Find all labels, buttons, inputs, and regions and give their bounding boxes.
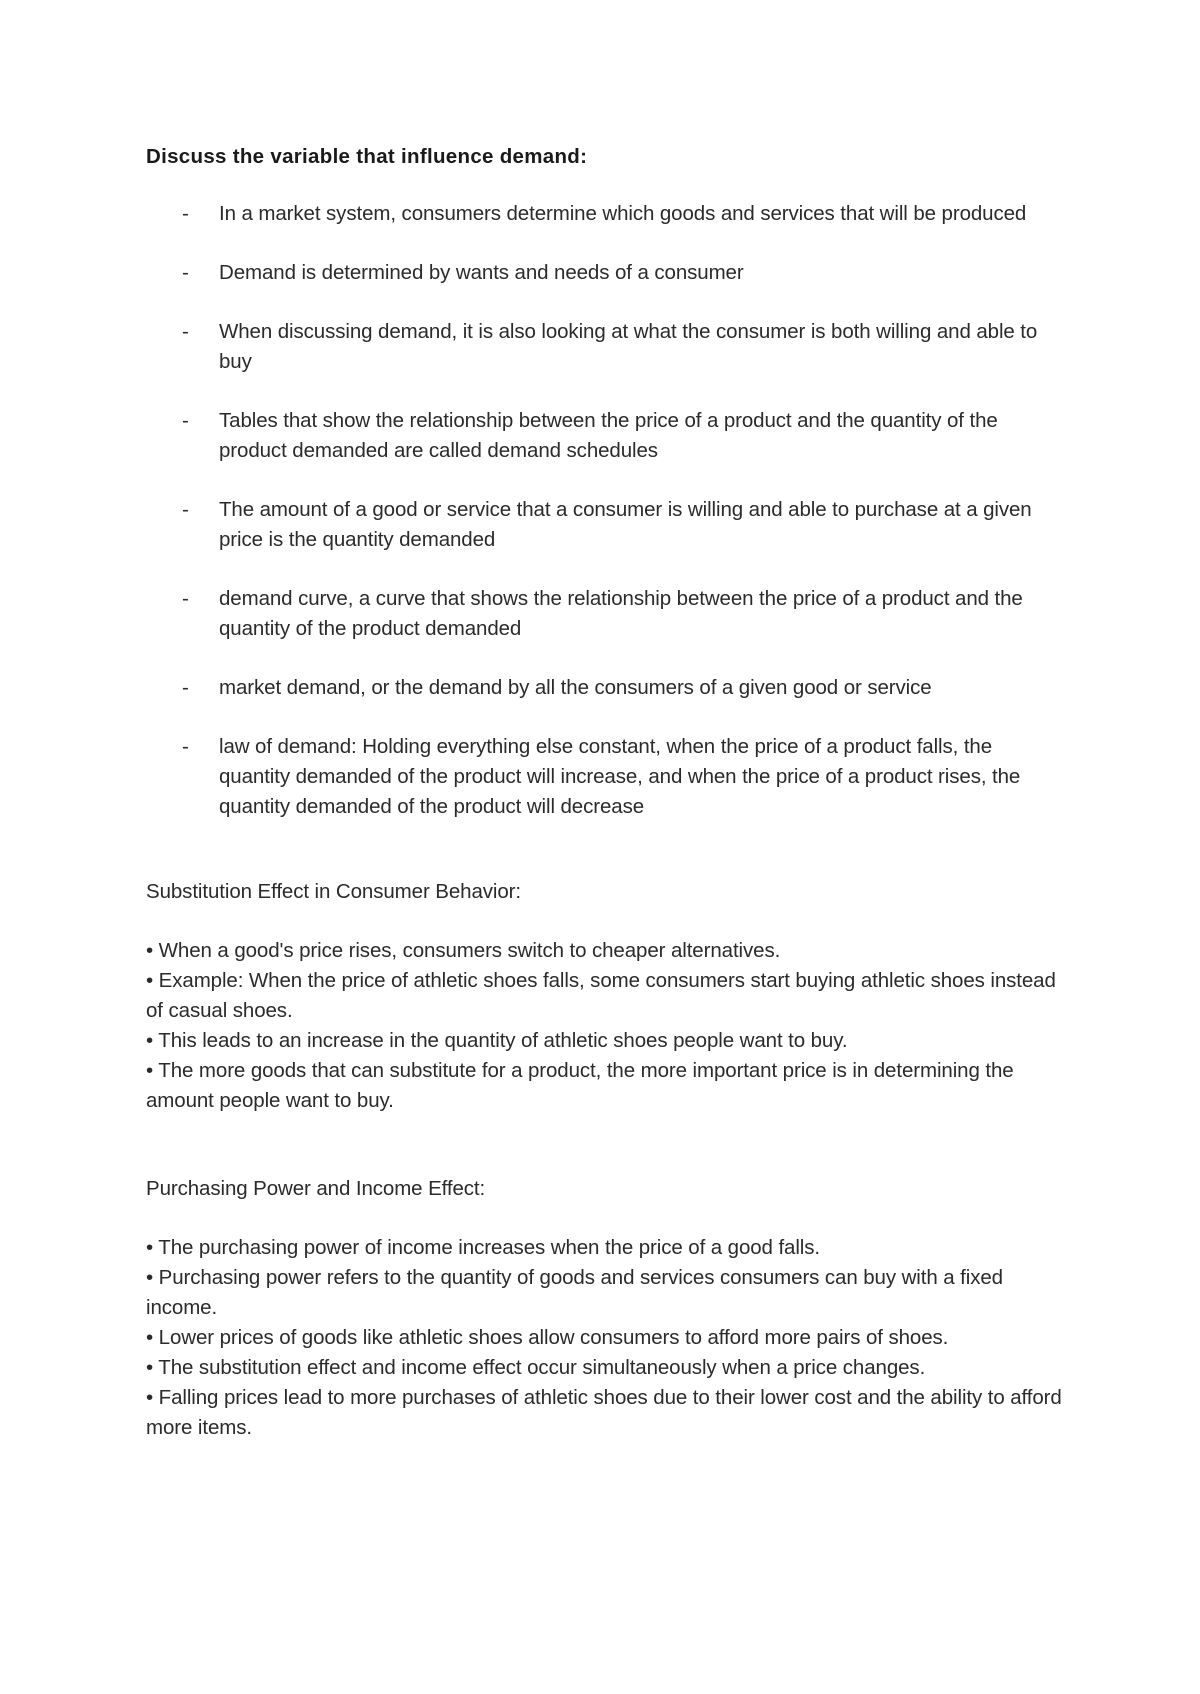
list-item [146, 406, 1064, 466]
list-item [146, 732, 1064, 822]
dash-marker: - [182, 498, 189, 521]
dash-marker: - [182, 202, 189, 225]
list-item-text: Tables that show the relationship between the price of a product and the quantity of the product demanded are called demand schedules [219, 409, 998, 462]
section-spacer [146, 851, 1076, 877]
list-item [146, 495, 1064, 555]
dash-marker: - [182, 409, 189, 432]
list-item-text: market demand, or the demand by all the consumers of a given good or service [219, 676, 932, 699]
list-item-text: law of demand: Holding everything else constant, when the price of a product falls, the quantity demanded of the product will increase, and when the price of a product rises, the quantity demanded of the product will decrease [219, 735, 1021, 818]
dash-marker: - [182, 676, 189, 699]
list-item [146, 258, 1064, 288]
document-body [146, 142, 1076, 1443]
list-item-text: The amount of a good or service that a consumer is willing and able to purchase at a given price is the quantity demanded [219, 498, 1032, 551]
dash-marker: - [182, 261, 189, 284]
list-item [146, 673, 1064, 703]
bullet-line: • This leads to an increase in the quantity of athletic shoes people want to buy. [146, 1029, 848, 1052]
dash-marker: - [182, 587, 189, 610]
bullet-line: • Falling prices lead to more purchases of athletic shoes due to their lower cost and the ability to afford more items. [146, 1386, 1062, 1439]
section-spacer [146, 1116, 1076, 1174]
list-item-text: demand curve, a curve that shows the relationship between the price of a product and the quantity of the product demanded [219, 587, 1023, 640]
substitution-bullets [146, 936, 1076, 1116]
document-heading: Discuss the variable that influence demand: [146, 145, 588, 168]
dash-marker: - [182, 735, 189, 758]
bullet-line: • Lower prices of goods like athletic shoes allow consumers to afford more pairs of shoes. [146, 1326, 949, 1349]
dash-list [146, 199, 1076, 822]
substitution-section-title: Substitution Effect in Consumer Behavior: [146, 880, 521, 903]
income-bullets [146, 1233, 1076, 1443]
dash-marker: - [182, 320, 189, 343]
bullet-line: • The substitution effect and income effect occur simultaneously when a price changes. [146, 1356, 926, 1379]
list-item [146, 317, 1064, 377]
bullet-line: • The more goods that can substitute for a product, the more important price is in determining the amount people want to buy. [146, 1059, 1014, 1112]
income-section-title: Purchasing Power and Income Effect: [146, 1177, 486, 1200]
bullet-line: • The purchasing power of income increases when the price of a good falls. [146, 1236, 821, 1259]
list-item-text: Demand is determined by wants and needs of a consumer [219, 261, 744, 284]
bullet-line: • Purchasing power refers to the quantity of goods and services consumers can buy with a fixed income. [146, 1266, 1003, 1319]
bullet-line: • Example: When the price of athletic shoes falls, some consumers start buying athletic shoes instead of casual shoes. [146, 969, 1056, 1022]
list-item-text: When discussing demand, it is also looking at what the consumer is both willing and able to buy [219, 320, 1038, 373]
list-item [146, 199, 1064, 229]
list-item-text: In a market system, consumers determine which goods and services that will be produced [219, 202, 1027, 225]
list-item [146, 584, 1064, 644]
bullet-line: • When a good's price rises, consumers switch to cheaper alternatives. [146, 939, 781, 962]
